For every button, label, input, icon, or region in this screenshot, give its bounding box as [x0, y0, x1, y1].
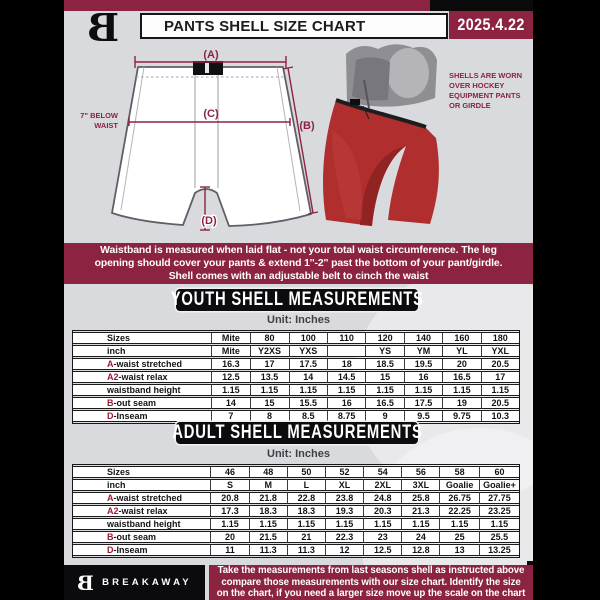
- youth-section-heading: [170, 289, 424, 311]
- table-cell: 15: [365, 371, 403, 383]
- table-cell: 1.15: [250, 384, 289, 396]
- table-cell: 120: [365, 332, 403, 344]
- table-cell: 18.3: [249, 505, 287, 517]
- table-cell: 80: [250, 332, 289, 344]
- table-cell: 2XL: [363, 479, 401, 491]
- footer-instructions: [209, 565, 533, 600]
- table-cell: 50: [287, 466, 325, 478]
- row-label: inch: [73, 345, 211, 357]
- table-cell: 13: [439, 544, 478, 556]
- table-cell: 20.5: [481, 358, 519, 370]
- table-cell: 1.15: [479, 518, 519, 530]
- table-cell: Goalie+: [479, 479, 519, 491]
- table-cell: 11.3: [249, 544, 287, 556]
- table-row: [73, 410, 519, 422]
- table-cell: Mite: [211, 345, 249, 357]
- table-cell: 13.25: [479, 544, 519, 556]
- table-cell: 1.15: [481, 384, 519, 396]
- table-cell: 1.15: [249, 518, 287, 530]
- adult-size-table: [72, 464, 520, 558]
- table-cell: 8.5: [289, 410, 327, 422]
- table-cell: 1.15: [289, 384, 327, 396]
- photo-note-line: OVER HOCKEY: [449, 81, 505, 90]
- table-cell: [327, 345, 365, 357]
- table-cell: 10.3: [481, 410, 519, 422]
- measurement-letter: B: [107, 532, 114, 542]
- label-a: (A): [203, 49, 219, 61]
- row-label: D-Inseam: [73, 544, 210, 556]
- table-cell: 27.75: [479, 492, 519, 504]
- measurement-letter: A2: [107, 506, 119, 516]
- table-cell: 8.75: [327, 410, 365, 422]
- table-cell: 110: [327, 332, 365, 344]
- table-cell: 16: [404, 371, 442, 383]
- adult-unit-label: Unit: Inches: [267, 448, 330, 460]
- brand-name: BREAKAWAY: [102, 577, 192, 588]
- text-line: Waistband is measured when laid flat - not your total waist circumference. The leg: [100, 245, 497, 256]
- table-cell: 16.5: [365, 397, 403, 409]
- table-cell: Goalie: [439, 479, 478, 491]
- measurement-letter: B: [107, 398, 114, 408]
- table-cell: 21.8: [249, 492, 287, 504]
- row-label: A2-waist relax: [73, 505, 210, 517]
- row-label: D-Inseam: [73, 410, 211, 422]
- row-label: Sizes: [73, 332, 211, 344]
- table-cell: 14.5: [327, 371, 365, 383]
- table-cell: 1.15: [325, 518, 363, 530]
- top-accent-bar-dark: [430, 0, 533, 11]
- table-row: [73, 358, 519, 370]
- text-line: Shell comes with an adjustable belt to cinch the waist: [168, 271, 429, 282]
- table-cell: 15.5: [289, 397, 327, 409]
- row-label: A2-waist relax: [73, 371, 211, 383]
- table-cell: 12.8: [401, 544, 439, 556]
- table-cell: 14: [211, 397, 249, 409]
- table-cell: 22.25: [439, 505, 478, 517]
- table-cell: 1.15: [327, 384, 365, 396]
- photo-note-line: EQUIPMENT PANTS: [449, 91, 521, 100]
- table-cell: 20: [442, 358, 480, 370]
- table-cell: 20: [210, 531, 248, 543]
- table-cell: S: [210, 479, 248, 491]
- table-cell: 7: [211, 410, 249, 422]
- waistband-info-banner: [64, 243, 533, 284]
- table-cell: 12.5: [211, 371, 249, 383]
- photo-note-line: OR GIRDLE: [449, 101, 491, 110]
- row-label: A-waist stretched: [73, 358, 211, 370]
- table-cell: 48: [249, 466, 287, 478]
- table-cell: 21.3: [401, 505, 439, 517]
- table-cell: 11.3: [287, 544, 325, 556]
- table-cell: 17: [481, 371, 519, 383]
- table-cell: 1.15: [210, 518, 248, 530]
- table-cell: 1.15: [439, 518, 478, 530]
- row-label: B-out seam: [73, 531, 210, 543]
- table-cell: 1.15: [401, 518, 439, 530]
- table-row: [73, 479, 519, 491]
- table-row: [73, 371, 519, 383]
- date-text: 2025.4.22: [457, 15, 525, 34]
- youth-unit-label: Unit: Inches: [267, 314, 330, 326]
- footer-brand-block: [64, 565, 205, 600]
- measurement-letter: D: [107, 411, 114, 421]
- table-cell: 18: [327, 358, 365, 370]
- table-row: [73, 531, 519, 543]
- table-cell: 160: [442, 332, 480, 344]
- shorts-measurement-diagram: [64, 40, 533, 243]
- adult-section-heading: [171, 422, 423, 444]
- text-line: on the chart, if you need a larger size move up the scale on the chart: [216, 588, 526, 600]
- table-cell: 100: [289, 332, 327, 344]
- table-cell: 15: [250, 397, 289, 409]
- row-label: A-waist stretched: [73, 492, 210, 504]
- table-cell: 1.15: [211, 384, 249, 396]
- table-cell: 3XL: [401, 479, 439, 491]
- table-cell: Mite: [211, 332, 249, 344]
- table-row: [73, 384, 519, 396]
- table-cell: 23: [363, 531, 401, 543]
- table-cell: 17: [250, 358, 289, 370]
- table-cell: 17.5: [289, 358, 327, 370]
- table-cell: 14: [289, 371, 327, 383]
- table-cell: 21: [287, 531, 325, 543]
- table-cell: 16.5: [442, 371, 480, 383]
- table-row: [73, 397, 519, 409]
- breakaway-logo-icon: B: [77, 570, 95, 595]
- table-cell: 22.3: [325, 531, 363, 543]
- row-label: B-out seam: [73, 397, 211, 409]
- below-waist-note-line2: WAIST: [94, 121, 118, 130]
- table-cell: 1.15: [365, 384, 403, 396]
- table-cell: 16: [327, 397, 365, 409]
- text-line: Take the measurements from last seasons shell as instructed above: [217, 565, 525, 577]
- youth-size-table: [72, 330, 520, 424]
- table-cell: 8: [250, 410, 289, 422]
- table-cell: 54: [363, 466, 401, 478]
- measurement-letter: D: [107, 545, 114, 555]
- table-cell: 20.5: [481, 397, 519, 409]
- table-row: [73, 518, 519, 530]
- table-cell: 56: [401, 466, 439, 478]
- table-cell: 9.75: [442, 410, 480, 422]
- table-cell: YM: [404, 345, 442, 357]
- table-cell: 24: [401, 531, 439, 543]
- measurement-letter: A2: [107, 372, 119, 382]
- table-cell: M: [249, 479, 287, 491]
- table-row: [73, 332, 519, 344]
- table-cell: L: [287, 479, 325, 491]
- table-cell: 1.15: [287, 518, 325, 530]
- table-cell: 20.3: [363, 505, 401, 517]
- table-row: [73, 345, 519, 357]
- table-cell: 9: [365, 410, 403, 422]
- adult-heading-text: ADULT SHELL MEASUREMENTS: [171, 422, 423, 443]
- shorts-outline: [112, 61, 311, 226]
- table-cell: 25.5: [479, 531, 519, 543]
- table-row: [73, 505, 519, 517]
- text-line: opening should cover your pants & extend 1''-2'' past the bottom of your pant/girdle.: [94, 258, 503, 269]
- table-cell: XL: [325, 479, 363, 491]
- page-title: PANTS SHELL SIZE CHART: [140, 13, 448, 39]
- table-cell: 23.8: [325, 492, 363, 504]
- row-label: waistband height: [73, 518, 210, 530]
- table-cell: 26.75: [439, 492, 478, 504]
- row-label: waistband height: [73, 384, 211, 396]
- photo-note-line: SHELLS ARE WORN: [449, 71, 523, 80]
- table-cell: 9.5: [404, 410, 442, 422]
- label-c: (C): [203, 108, 219, 120]
- table-cell: 1.15: [404, 384, 442, 396]
- table-cell: 11: [210, 544, 248, 556]
- table-cell: 19: [442, 397, 480, 409]
- table-cell: 1.15: [442, 384, 480, 396]
- table-cell: 21.5: [249, 531, 287, 543]
- measurement-letter: A: [107, 359, 114, 369]
- table-cell: 46: [210, 466, 248, 478]
- table-cell: 52: [325, 466, 363, 478]
- table-row: [73, 492, 519, 504]
- table-cell: 17.3: [210, 505, 248, 517]
- table-cell: 19.5: [404, 358, 442, 370]
- table-cell: 60: [479, 466, 519, 478]
- table-cell: YXL: [481, 345, 519, 357]
- label-b: (B): [299, 120, 315, 132]
- text-line: compare those measurements with our size chart. Identify the size: [221, 576, 521, 588]
- table-cell: 1.15: [363, 518, 401, 530]
- table-cell: 25: [439, 531, 478, 543]
- measurement-letter: A: [107, 493, 114, 503]
- table-cell: YXS: [289, 345, 327, 357]
- table-cell: 22.8: [287, 492, 325, 504]
- table-cell: 20.8: [210, 492, 248, 504]
- row-label: inch: [73, 479, 210, 491]
- table-row: [73, 466, 519, 478]
- table-cell: 17.5: [404, 397, 442, 409]
- table-row: [73, 544, 519, 556]
- table-cell: 16.3: [211, 358, 249, 370]
- table-cell: Y2XS: [250, 345, 289, 357]
- table-cell: YS: [365, 345, 403, 357]
- table-cell: 12: [325, 544, 363, 556]
- label-d: (D): [201, 215, 217, 227]
- youth-heading-text: YOUTH SHELL MEASUREMENTS: [170, 289, 424, 310]
- table-cell: 23.25: [479, 505, 519, 517]
- pants-photo: [323, 44, 439, 226]
- table-cell: 25.8: [401, 492, 439, 504]
- table-cell: 12.5: [363, 544, 401, 556]
- table-cell: 18.5: [365, 358, 403, 370]
- row-label: Sizes: [73, 466, 210, 478]
- table-cell: 58: [439, 466, 478, 478]
- below-waist-note-line1: 7" BELOW: [80, 111, 118, 120]
- table-cell: 180: [481, 332, 519, 344]
- table-cell: YL: [442, 345, 480, 357]
- table-cell: 18.3: [287, 505, 325, 517]
- size-chart-document: [64, 0, 533, 600]
- table-cell: 140: [404, 332, 442, 344]
- breakaway-logo-icon: B: [86, 5, 120, 50]
- table-cell: 13.5: [250, 371, 289, 383]
- table-cell: 24.8: [363, 492, 401, 504]
- date-badge: [449, 11, 533, 39]
- table-cell: 19.3: [325, 505, 363, 517]
